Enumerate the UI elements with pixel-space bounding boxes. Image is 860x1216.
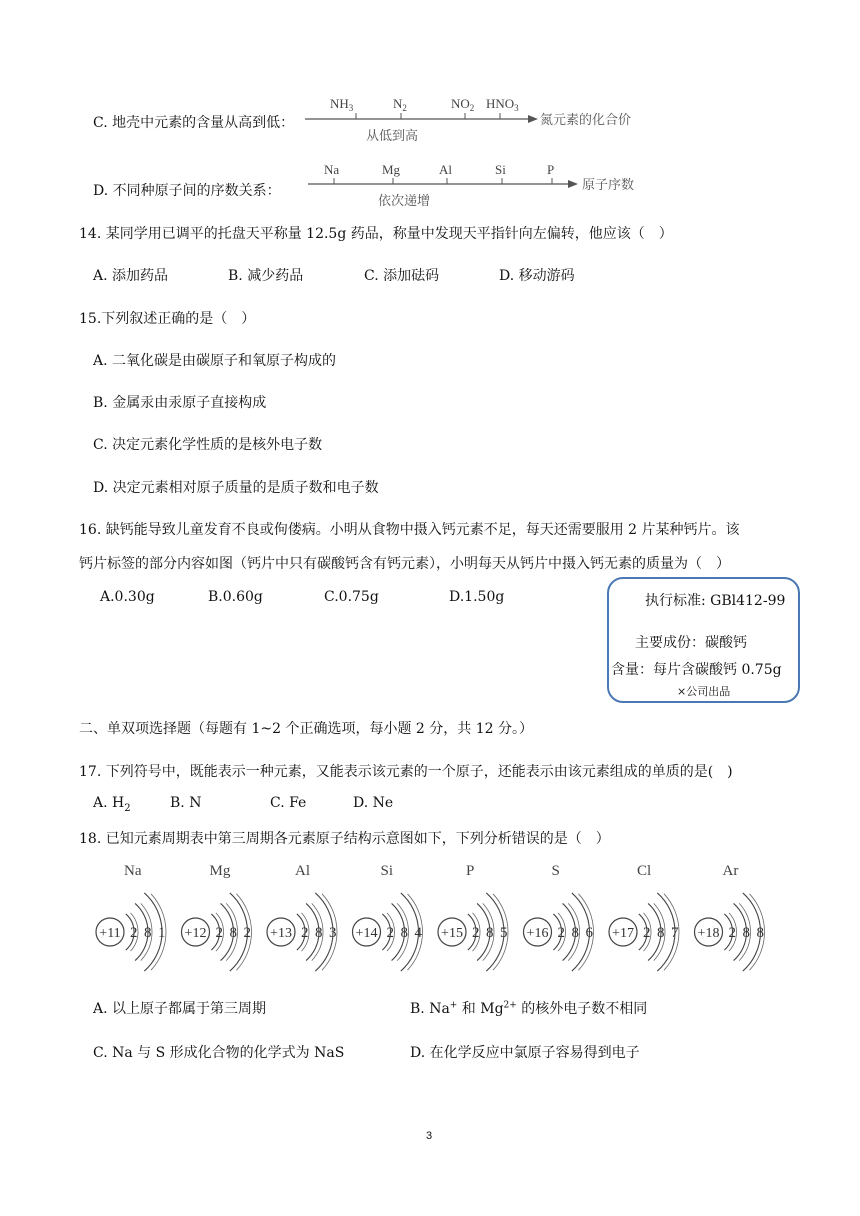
electron-count: 2 [472, 925, 480, 941]
option-text: 地壳中元素的含量从高到低： [112, 115, 295, 131]
atom-diagram [695, 863, 765, 971]
tick-label-al: Al [439, 162, 452, 177]
option-label: C. [93, 115, 108, 131]
q17-option-b: B. N [170, 795, 202, 811]
electron-count: 2 [130, 925, 138, 941]
electron-count: 8 [571, 925, 579, 941]
atom-symbol: Ar [722, 863, 739, 879]
q16-option-a: A.0.30g [100, 589, 155, 605]
atomic-structure-diagrams [90, 855, 790, 975]
q18-option-c: C. Na 与 S 形成化合物的化学式为 NaS [93, 1045, 345, 1061]
q17-option-d: D. Ne [353, 795, 394, 811]
atom-diagram [267, 863, 337, 971]
atom-diagram [182, 863, 252, 971]
q15-option-d: D. 决定元素相对原子质量的是质子数和电子数 [93, 480, 379, 496]
q13-option-d [93, 180, 281, 200]
atom-diagram [438, 863, 508, 971]
atom-symbol: P [466, 863, 475, 879]
tick-label-no2: $NO_2$ [451, 96, 475, 113]
label-ingredient: 主要成份：碳酸钙 [635, 635, 747, 651]
axis-under-text: 从低到高 [366, 129, 419, 144]
calcium-tablet-label [607, 577, 800, 703]
atom-symbol: S [551, 863, 560, 879]
q18-option-d: D. 在化学反应中氯原子容易得到电子 [410, 1045, 640, 1061]
q16-option-c: C.0.75g [324, 589, 379, 605]
q17-stem: 17. 下列符号中，既能表示一种元素，又能表示该元素的一个原子，还能表示由该元素组成的单质的是( ) [79, 764, 733, 780]
q16-option-b: B.0.60g [208, 589, 263, 605]
atom-diagram [96, 863, 166, 971]
nucleus-charge: +18 [697, 926, 720, 941]
electron-count: 8 [756, 925, 764, 941]
atom-symbol: Al [295, 863, 310, 879]
label-company: ×公司出品 [677, 685, 731, 698]
electron-count: 2 [386, 925, 394, 941]
electron-count: 8 [486, 925, 494, 941]
section-2-heading: 二、单双项选择题（每题有 1~2 个正确选项，每小题 2 分，共 12 分。） [79, 721, 533, 737]
electron-count: 8 [742, 925, 750, 941]
q17-option-a: A. $H_2$ [93, 795, 131, 814]
nucleus-charge: +14 [355, 926, 378, 941]
tick-label-si: Si [495, 162, 506, 177]
q18-stem: 18. 已知元素周期表中第三周期各元素原子结构示意图如下，下列分析错误的是（ ） [79, 831, 610, 847]
axis-under-text: 依次递增 [378, 194, 431, 209]
tick-label-n2: $N_2$ [393, 96, 407, 113]
electron-count: 6 [585, 925, 593, 941]
electron-count: 2 [215, 925, 223, 941]
q14-stem: 14. 某同学用已调平的托盘天平称量 12.5g 药品，称量中发现天平指针向左偏转，他应该（ ） [79, 226, 673, 242]
page-number: 3 [426, 1130, 433, 1142]
tick-label-na: Na [324, 162, 340, 177]
axis-end-text: 氮元素的化合价 [540, 113, 632, 128]
q16-stem-line1: 16. 缺钙能导致儿童发育不良或佝偻病。小明从食物中摄入钙元素不足，每天还需要服用 2 片某种钙片。该 [79, 522, 740, 538]
q14-option-a: A. 添加药品 [93, 268, 169, 284]
electron-count: 8 [315, 925, 323, 941]
nucleus-charge: +13 [270, 926, 292, 941]
q13-c-number-line [300, 88, 660, 148]
nucleus-charge: +12 [184, 926, 207, 941]
q16-option-d: D.1.50g [449, 589, 505, 605]
tick-label-mg: Mg [382, 162, 401, 177]
tick-label-p: P [547, 162, 555, 177]
atom-symbol: Na [124, 863, 142, 879]
q14-option-b: B. 减少药品 [228, 268, 304, 284]
atom-symbol: Mg [209, 863, 231, 879]
electron-count: 2 [243, 925, 251, 941]
atom-diagram [353, 863, 423, 971]
electron-count: 8 [400, 925, 408, 941]
arrow-head [568, 180, 578, 188]
tick-label-hno3: $HNO_3$ [486, 96, 519, 113]
arrow-head [528, 115, 538, 123]
q16-stem-line2: 钙片标签的部分内容如图（钙片中只有碳酸钙含有钙元素），小明每天从钙片中摄入钙无素的质量为（ ） [79, 556, 730, 572]
tick-label-nh3: $NH_3$ [330, 96, 354, 113]
axis-end-text: 原子序数 [582, 178, 635, 193]
atom-symbol: Si [380, 863, 394, 879]
q18-option-b: B. Na+ 和 $Mg^{2+}$ 的核外电子数不相同 [410, 1000, 648, 1017]
electron-count: 3 [329, 925, 337, 941]
atom-symbol: Cl [637, 863, 652, 879]
q15-stem: 15.下列叙述正确的是（ ） [79, 311, 256, 327]
q17-option-c: C. Fe [270, 795, 307, 811]
q13-d-number-line [300, 158, 660, 212]
q18-option-a: A. 以上原子都属于第三周期 [93, 1001, 267, 1017]
electron-count: 2 [728, 925, 736, 941]
nucleus-charge: +16 [526, 926, 549, 941]
nucleus-charge: +11 [99, 926, 121, 941]
electron-count: 2 [301, 925, 309, 941]
q14-option-d: D. 移动游码 [499, 268, 575, 284]
nucleus-charge: +15 [441, 926, 463, 941]
label-standard: 执行标准: GBl412-99 [645, 593, 786, 609]
q15-option-c: C. 决定元素化学性质的是核外电子数 [93, 437, 323, 453]
electron-count: 5 [500, 925, 508, 941]
option-text: 不同种原子间的序数关系： [112, 183, 281, 199]
q15-option-b: B. 金属汞由汞原子直接构成 [93, 395, 267, 411]
electron-count: 8 [657, 925, 665, 941]
q15-option-a: A. 二氧化碳是由碳原子和氧原子构成的 [93, 353, 337, 369]
label-content: 含量：每片含碳酸钙 0.75g [611, 662, 782, 678]
atom-diagram [524, 863, 594, 971]
electron-count: 4 [414, 925, 422, 941]
electron-count: 7 [671, 925, 679, 941]
electron-count: 2 [557, 925, 565, 941]
option-label: D. [93, 183, 109, 199]
electron-count: 8 [229, 925, 237, 941]
electron-count: 2 [643, 925, 651, 941]
q13-option-c [93, 112, 294, 132]
nucleus-charge: +17 [612, 926, 634, 941]
electron-count: 1 [158, 925, 166, 941]
atom-diagram [609, 863, 679, 971]
q14-option-c: C. 添加砝码 [364, 268, 440, 284]
electron-count: 8 [144, 925, 152, 941]
